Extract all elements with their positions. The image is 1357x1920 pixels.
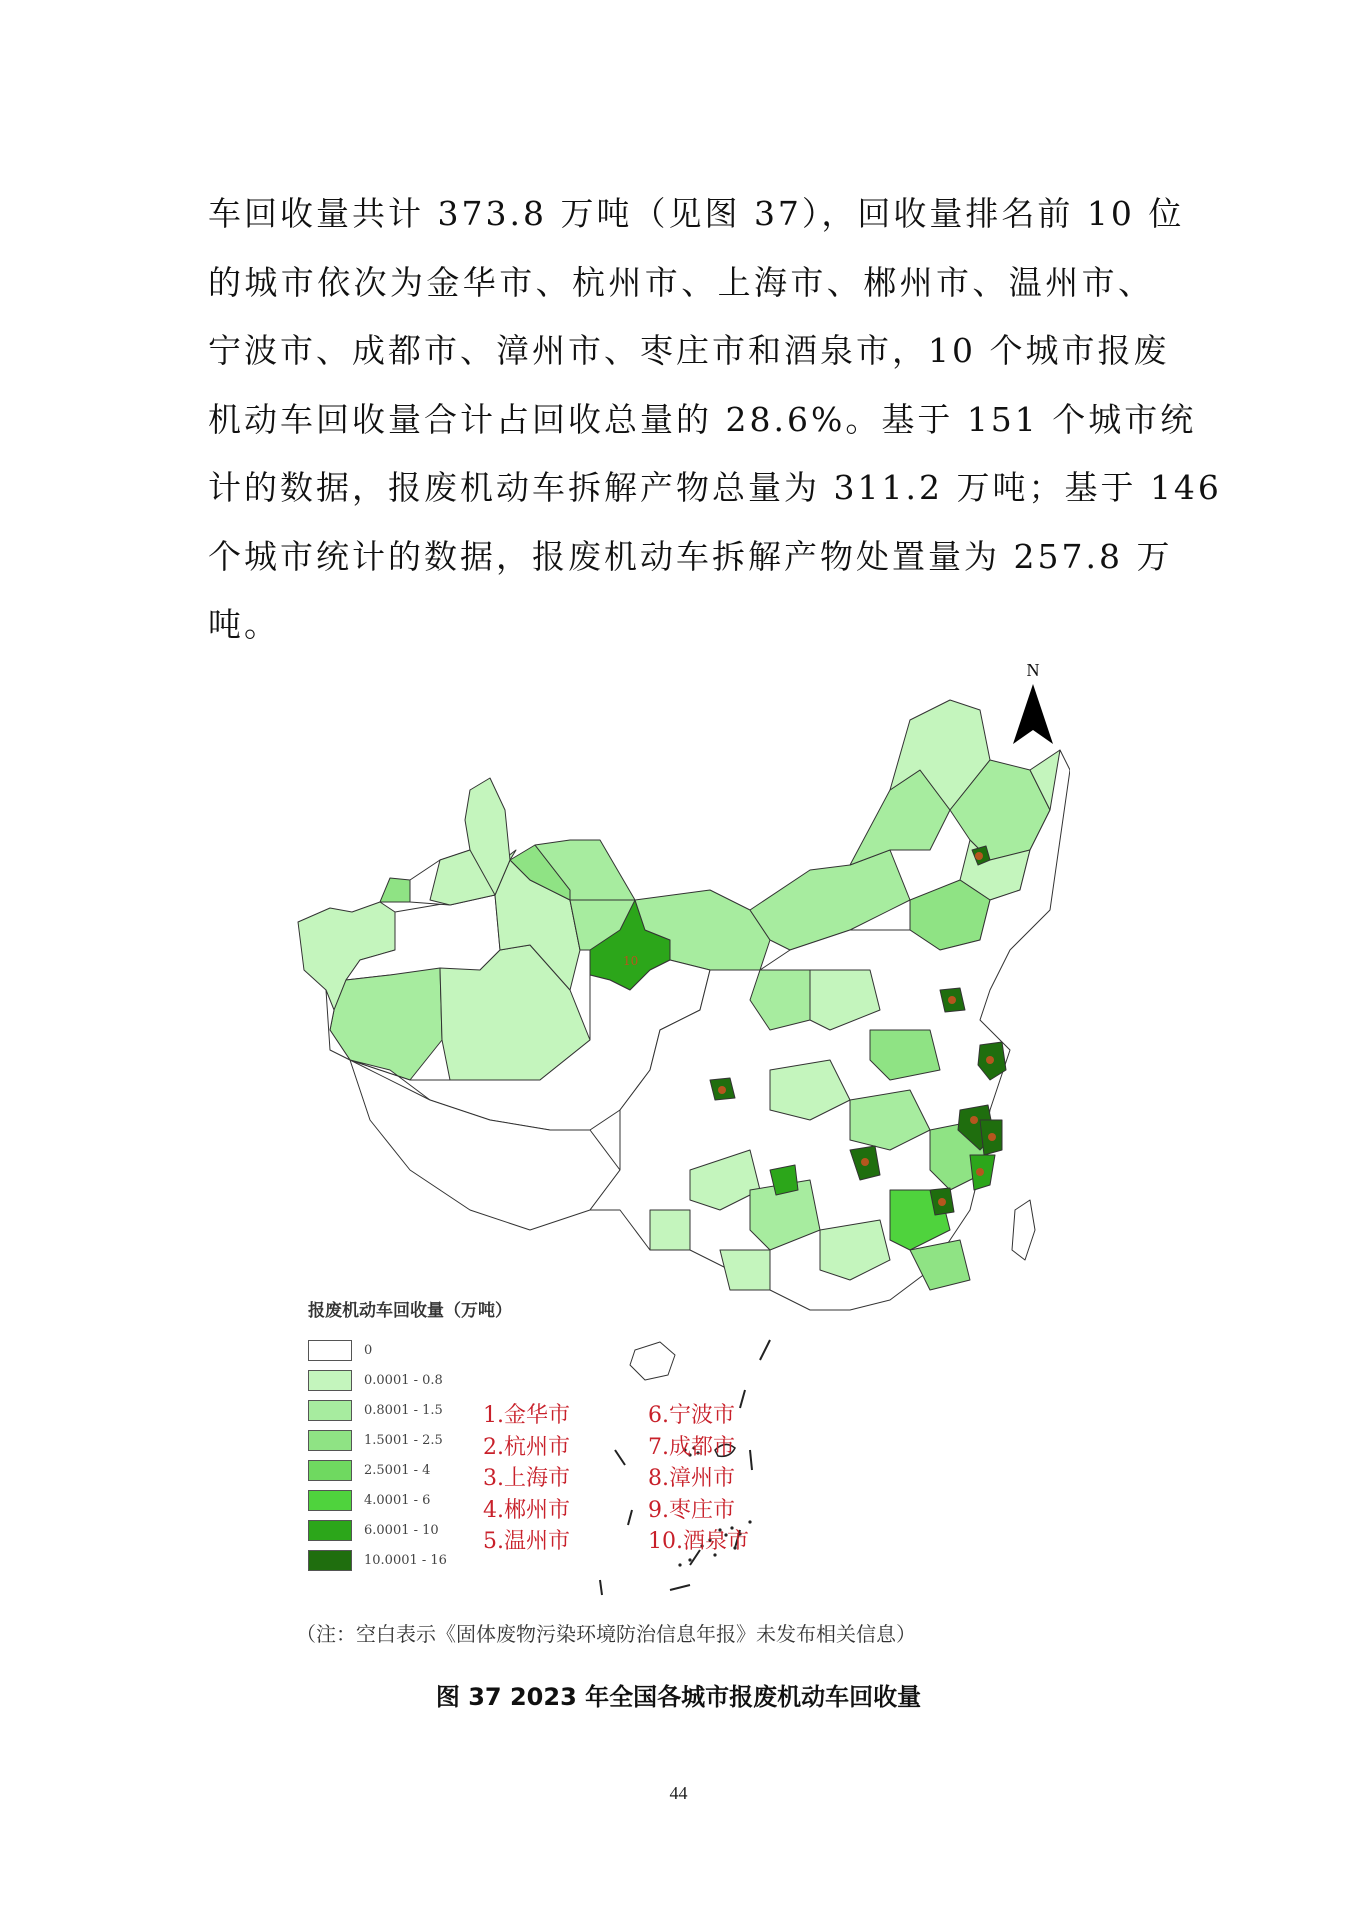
legend-label: 0 [364, 1342, 373, 1358]
top-city-label: 8.漳州市 [648, 1466, 735, 1491]
legend-label: 0.8001 - 1.5 [364, 1402, 443, 1418]
legend-item [308, 1485, 512, 1515]
legend-item [308, 1395, 512, 1425]
map-marker-label: 10 [623, 954, 639, 968]
north-arrow [1008, 660, 1058, 750]
legend-swatch [308, 1430, 352, 1451]
top-city-label: 9.枣庄市 [648, 1497, 735, 1523]
legend-label: 10.0001 - 16 [364, 1552, 447, 1568]
top-cities-column-2 [648, 1400, 749, 1558]
paragraph-line: 机动车回收量合计占回收总量的 28.6%。基于 151 个城市统 [208, 399, 1197, 439]
top-city-label: 3.上海市 [483, 1466, 570, 1491]
top-city-label: 4.郴州市 [483, 1497, 570, 1523]
top-cities-column-1 [483, 1400, 570, 1558]
legend-item [308, 1425, 512, 1455]
paragraph-line: 计的数据，报废机动车拆解产物总量为 311.2 万吨；基于 146 [208, 468, 1222, 507]
map-legend [308, 1296, 512, 1575]
legend-swatch [308, 1490, 352, 1511]
paragraph-line: 个城市统计的数据，报废机动车拆解产物处置量为 257.8 万 [208, 536, 1173, 576]
top-city-label: 2.杭州市 [483, 1434, 570, 1460]
top-city-label: 7.成都市 [648, 1434, 735, 1460]
top-city-label: 6.宁波市 [648, 1403, 735, 1428]
body-paragraph [208, 180, 1222, 660]
paragraph-line: 车回收量共计 373.8 万吨（见图 37），回收量排名前 10 位 [208, 194, 1185, 233]
legend-swatch [308, 1520, 352, 1541]
figure-caption: 图 37 2023 年全国各城市报废机动车回收量 [435, 1683, 922, 1711]
legend-label: 0.0001 - 0.8 [364, 1372, 443, 1388]
paragraph-line: 吨。 [208, 605, 280, 644]
top-city-label: 10.酒泉市 [648, 1529, 749, 1554]
legend-item [308, 1545, 512, 1575]
top-city-label: 1.金华市 [483, 1403, 570, 1428]
legend-swatch [308, 1550, 352, 1571]
legend-label: 4.0001 - 6 [364, 1492, 431, 1508]
legend-label: 2.5001 - 4 [364, 1462, 431, 1478]
legend-label: 1.5001 - 2.5 [364, 1432, 443, 1448]
legend-item [308, 1455, 512, 1485]
legend-item [308, 1365, 512, 1395]
north-arrow-icon [1008, 680, 1058, 746]
legend-swatch [308, 1460, 352, 1481]
paragraph-line: 的城市依次为金华市、杭州市、上海市、郴州市、温州市、 [208, 262, 1154, 302]
top-city-label: 5.温州市 [483, 1529, 570, 1554]
legend-item [308, 1515, 512, 1545]
north-label: N [1026, 660, 1040, 680]
legend-item [308, 1335, 512, 1365]
legend-label: 6.0001 - 10 [364, 1522, 439, 1538]
legend-swatch [308, 1340, 352, 1361]
figure-note: （注：空白表示《固体废物污染环境防治信息年报》未发布相关信息） [296, 1622, 916, 1646]
legend-title: 报废机动车回收量（万吨） [308, 1301, 512, 1321]
legend-swatch [308, 1370, 352, 1391]
paragraph-line: 宁波市、成都市、漳州市、枣庄市和酒泉市，10 个城市报废 [208, 331, 1170, 370]
page-number: 44 [669, 1783, 688, 1803]
legend-swatch [308, 1400, 352, 1421]
